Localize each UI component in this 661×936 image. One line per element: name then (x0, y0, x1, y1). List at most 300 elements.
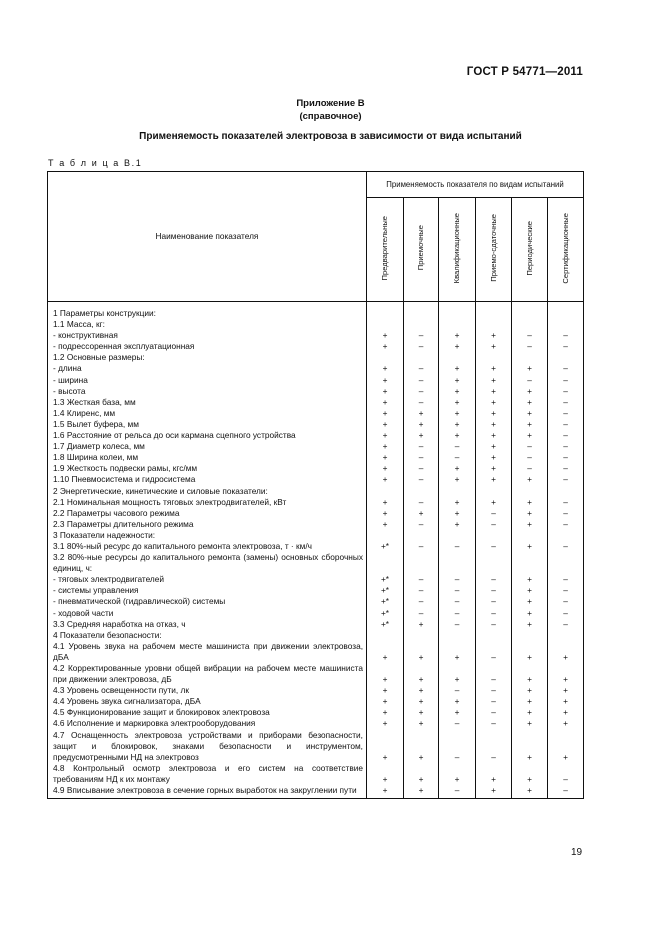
applicability-cell (548, 352, 584, 363)
applicability-cell: + (367, 519, 404, 530)
applicability-cell: +* (367, 574, 404, 585)
applicability-cell: + (404, 763, 439, 785)
applicability-cell: – (476, 696, 512, 707)
indicator-name: - тяговых электродвигателей (48, 574, 367, 585)
applicability-cell: + (476, 341, 512, 352)
applicability-cell: – (476, 608, 512, 619)
applicability-cell (512, 530, 548, 541)
standard-number: ГОСТ Р 54771—2011 (466, 66, 583, 78)
applicability-cell: – (439, 785, 476, 799)
applicability-cell: +* (367, 541, 404, 552)
applicability-cell (367, 319, 404, 330)
applicability-cell: + (404, 696, 439, 707)
table-row (48, 408, 584, 419)
table-row (48, 474, 584, 485)
indicator-name: 3.3 Средняя наработка на отказ, ч (48, 619, 367, 630)
indicator-name: 1.6 Расстояние от рельса до оси кармана сцепного устройства (48, 430, 367, 441)
appendix-note: (справочное) (299, 111, 362, 122)
applicability-cell: – (404, 363, 439, 374)
applicability-cell (367, 302, 404, 320)
applicability-cell: + (367, 763, 404, 785)
applicability-cell: – (548, 463, 584, 474)
applicability-cell: + (512, 663, 548, 685)
applicability-cell: + (404, 718, 439, 729)
applicability-cell: + (476, 330, 512, 341)
applicability-cell: – (476, 596, 512, 607)
applicability-cell: + (439, 408, 476, 419)
applicability-cell: + (367, 474, 404, 485)
applicability-cell: – (439, 608, 476, 619)
indicator-name: 4.9 Вписывание электровоза в сечение горных выработок на закруглении пути (48, 785, 367, 799)
applicability-cell: + (476, 408, 512, 419)
applicability-cell: – (476, 619, 512, 630)
applicability-cell: + (439, 474, 476, 485)
applicability-cell: – (512, 441, 548, 452)
applicability-cell (548, 630, 584, 641)
applicability-cell: + (439, 508, 476, 519)
applicability-cell: – (548, 541, 584, 552)
applicability-cell: + (404, 663, 439, 685)
applicability-cell: – (404, 608, 439, 619)
applicability-cell: + (512, 707, 548, 718)
applicability-cell (548, 530, 584, 541)
applicability-cell: – (476, 641, 512, 663)
applicability-cell (439, 302, 476, 320)
indicator-name: 1.3 Жесткая база, мм (48, 397, 367, 408)
indicator-name: 3.2 80%-ные ресурсы до капитального ремонта (замены) основных сборочных единиц, ч: (48, 552, 367, 574)
table-row (48, 685, 584, 696)
table-row (48, 397, 584, 408)
applicability-cell: + (512, 519, 548, 530)
applicability-cell (439, 552, 476, 574)
applicability-cell: – (404, 596, 439, 607)
applicability-cell: + (439, 386, 476, 397)
applicability-cell: – (476, 663, 512, 685)
applicability-cell: – (404, 375, 439, 386)
table-row (48, 319, 584, 330)
col-header-acceptance: Приемочные (404, 198, 439, 302)
applicability-cell (476, 630, 512, 641)
indicator-name: 2.1 Номинальная мощность тяговых электродвигателей, кВт (48, 497, 367, 508)
applicability-cell: + (512, 718, 548, 729)
applicability-cell (439, 352, 476, 363)
indicator-name: 2 Энергетические, кинетические и силовые показатели: (48, 486, 367, 497)
applicability-cell (512, 630, 548, 641)
indicator-name: 2.3 Параметры длительного режима (48, 519, 367, 530)
applicability-cell: – (548, 441, 584, 452)
applicability-cell: + (548, 707, 584, 718)
applicability-cell: – (548, 386, 584, 397)
applicability-cell: + (512, 608, 548, 619)
table-row (48, 541, 584, 552)
applicability-cell: – (439, 596, 476, 607)
applicability-cell: – (548, 608, 584, 619)
applicability-cell: – (404, 585, 439, 596)
applicability-cell: + (404, 785, 439, 799)
indicator-name: 4.4 Уровень звука сигнализатора, дБA (48, 696, 367, 707)
applicability-cell: – (404, 341, 439, 352)
applicability-cell: + (404, 430, 439, 441)
applicability-cell: + (367, 375, 404, 386)
applicability-cell: + (367, 397, 404, 408)
applicability-cell: – (512, 452, 548, 463)
table-row (48, 696, 584, 707)
applicability-cell: – (548, 330, 584, 341)
col-header-qualification: Квалификационные (439, 198, 476, 302)
col-header-periodic: Периодические (512, 198, 548, 302)
applicability-cell: + (404, 408, 439, 419)
indicator-name: 1.7 Диаметр колеса, мм (48, 441, 367, 452)
applicability-cell: + (476, 474, 512, 485)
table-row (48, 630, 584, 641)
indicator-name: 2.2 Параметры часового режима (48, 508, 367, 519)
applicability-cell: + (548, 685, 584, 696)
applicability-cell (404, 486, 439, 497)
applicability-cell: + (476, 419, 512, 430)
applicability-cell (367, 352, 404, 363)
applicability-cell: – (439, 574, 476, 585)
applicability-cell: + (367, 497, 404, 508)
applicability-cell (367, 630, 404, 641)
applicability-cell: – (476, 574, 512, 585)
applicability-cell: + (367, 386, 404, 397)
applicability-cell: +* (367, 585, 404, 596)
table-row (48, 608, 584, 619)
applicability-cell: + (404, 619, 439, 630)
applicability-cell: + (367, 419, 404, 430)
applicability-cell: + (512, 419, 548, 430)
applicability-cell: + (548, 663, 584, 685)
applicability-cell: – (404, 474, 439, 485)
indicator-name: 1.2 Основные размеры: (48, 352, 367, 363)
table-row (48, 430, 584, 441)
indicator-name: 4.8 Контрольный осмотр электровоза и его систем на соответствие требованиям НД к их монтажу (48, 763, 367, 785)
indicator-name: 1.9 Жесткость подвески рамы, кгс/мм (48, 463, 367, 474)
applicability-cell: + (439, 707, 476, 718)
table-row (48, 552, 584, 574)
applicability-cell: – (548, 585, 584, 596)
applicability-table (47, 171, 584, 799)
applicability-cell: + (404, 641, 439, 663)
col-header-preliminary: Предварительные (367, 198, 404, 302)
applicability-cell: + (548, 696, 584, 707)
applicability-cell: + (367, 718, 404, 729)
indicator-name: 4.6 Исполнение и маркировка электрооборудования (48, 718, 367, 729)
indicator-name: 1 Параметры конструкции: (48, 302, 367, 320)
applicability-cell: + (404, 685, 439, 696)
applicability-cell: – (548, 574, 584, 585)
applicability-cell: + (476, 452, 512, 463)
table-row (48, 419, 584, 430)
document-title: Применяемость показателей электровоза в зависимости от вида испытаний (139, 131, 522, 142)
applicability-cell: – (548, 785, 584, 799)
indicator-name: - конструктивная (48, 330, 367, 341)
applicability-cell: + (512, 585, 548, 596)
applicability-cell: + (439, 641, 476, 663)
table-label: Т а б л и ц а В.1 (48, 158, 143, 168)
applicability-cell (476, 530, 512, 541)
applicability-cell: + (439, 663, 476, 685)
name-column-header: Наименование показателя (48, 172, 367, 302)
applicability-cell: – (439, 685, 476, 696)
table-row (48, 641, 584, 663)
applicability-cell (548, 302, 584, 320)
applicability-cell: – (476, 585, 512, 596)
table-row (48, 486, 584, 497)
indicator-name: - высота (48, 386, 367, 397)
applicability-cell: + (367, 441, 404, 452)
applicability-cell: – (476, 707, 512, 718)
table-row (48, 508, 584, 519)
applicability-cell (476, 552, 512, 574)
applicability-cell: + (439, 463, 476, 474)
applicability-cell: – (512, 375, 548, 386)
applicability-cell (476, 319, 512, 330)
table-row (48, 785, 584, 799)
applicability-cell: – (404, 497, 439, 508)
applicability-cell: + (476, 363, 512, 374)
table-row (48, 375, 584, 386)
table-row (48, 574, 584, 585)
applicability-cell: + (367, 508, 404, 519)
applicability-cell (548, 486, 584, 497)
applicability-cell: + (404, 419, 439, 430)
applicability-cell: + (367, 685, 404, 696)
applicability-cell: +* (367, 596, 404, 607)
applicability-cell: – (548, 397, 584, 408)
applicability-cell: – (439, 730, 476, 763)
col-header-certification: Сертификационные (548, 198, 584, 302)
applicability-cell: – (439, 619, 476, 630)
applicability-cell: – (404, 452, 439, 463)
indicator-name: 1.8 Ширина колеи, мм (48, 452, 367, 463)
indicator-name: 4.7 Оснащенность электровоза устройствами и приборами безопасности, защит и блокировок, знаками безопасности и инструментом, предусмотренными НД на электровоз (48, 730, 367, 763)
applicability-cell: + (404, 730, 439, 763)
indicator-name: - пневматической (гидравлической) системы (48, 596, 367, 607)
applicability-cell: + (439, 497, 476, 508)
indicator-name: 1.5 Вылет буфера, мм (48, 419, 367, 430)
applicability-cell: – (548, 763, 584, 785)
applicability-cell: + (476, 497, 512, 508)
table-row (48, 452, 584, 463)
indicator-name: 4.3 Уровень освещенности пути, лк (48, 685, 367, 696)
applicability-cell: + (512, 685, 548, 696)
applicability-cell: – (404, 463, 439, 474)
applicability-cell (404, 302, 439, 320)
applicability-cell: + (439, 419, 476, 430)
applicability-cell: – (548, 363, 584, 374)
indicator-name: - ходовой части (48, 608, 367, 619)
applicability-cell: + (367, 363, 404, 374)
applicability-cell (512, 552, 548, 574)
applicability-cell: + (476, 375, 512, 386)
indicator-name: 4.1 Уровень звука на рабочем месте машиниста при движении электровоза, дБA (48, 641, 367, 663)
applicability-cell: + (476, 463, 512, 474)
applicability-cell: + (512, 596, 548, 607)
group-header: Применяемость показателя по видам испытаний (367, 172, 584, 198)
applicability-cell: – (476, 718, 512, 729)
applicability-cell: + (512, 619, 548, 630)
table-row (48, 463, 584, 474)
appendix-title: Приложение В (296, 98, 365, 109)
applicability-cell (512, 352, 548, 363)
applicability-cell (367, 552, 404, 574)
applicability-cell: + (367, 696, 404, 707)
indicator-name: 3 Показатели надежности: (48, 530, 367, 541)
applicability-cell: – (404, 397, 439, 408)
applicability-cell: + (367, 707, 404, 718)
applicability-cell: – (548, 375, 584, 386)
applicability-cell: +* (367, 619, 404, 630)
table-row (48, 386, 584, 397)
applicability-cell: + (512, 386, 548, 397)
applicability-cell: – (548, 619, 584, 630)
applicability-cell: + (439, 363, 476, 374)
applicability-cell: +* (367, 608, 404, 619)
indicator-name: 1.1 Масса, кг: (48, 319, 367, 330)
applicability-cell: – (548, 497, 584, 508)
indicator-name: - длина (48, 363, 367, 374)
applicability-cell: – (404, 386, 439, 397)
indicator-name: 4 Показатели безопасности: (48, 630, 367, 641)
applicability-cell (404, 552, 439, 574)
applicability-cell: + (512, 574, 548, 585)
applicability-cell: + (439, 696, 476, 707)
applicability-cell: + (548, 730, 584, 763)
table-row (48, 707, 584, 718)
applicability-cell: – (512, 330, 548, 341)
applicability-cell: + (512, 497, 548, 508)
applicability-cell: + (512, 763, 548, 785)
applicability-cell: + (367, 330, 404, 341)
applicability-cell: – (548, 341, 584, 352)
applicability-cell: + (367, 730, 404, 763)
applicability-cell: – (439, 585, 476, 596)
col-header-delivery: Приемо-сдаточные (476, 198, 512, 302)
table-row (48, 763, 584, 785)
applicability-cell: – (512, 341, 548, 352)
applicability-cell: – (404, 330, 439, 341)
applicability-cell: – (548, 408, 584, 419)
applicability-cell: – (476, 508, 512, 519)
applicability-cell: + (548, 718, 584, 729)
applicability-cell: + (512, 408, 548, 419)
applicability-cell (548, 319, 584, 330)
applicability-cell (404, 319, 439, 330)
applicability-cell: – (548, 419, 584, 430)
table-row (48, 519, 584, 530)
indicator-name: - ширина (48, 375, 367, 386)
applicability-cell (439, 530, 476, 541)
applicability-cell: + (512, 363, 548, 374)
applicability-cell: + (367, 785, 404, 799)
table-row (48, 441, 584, 452)
table-row (48, 530, 584, 541)
applicability-cell: + (512, 730, 548, 763)
table-row (48, 352, 584, 363)
applicability-cell: + (404, 707, 439, 718)
indicator-name: - подрессоренная эксплуатационная (48, 341, 367, 352)
table-body (48, 302, 584, 799)
applicability-cell: – (439, 718, 476, 729)
applicability-cell (439, 630, 476, 641)
applicability-cell: – (476, 541, 512, 552)
applicability-cell: + (512, 430, 548, 441)
applicability-cell (476, 302, 512, 320)
applicability-cell: + (439, 519, 476, 530)
indicator-name: 1.10 Пневмосистема и гидросистема (48, 474, 367, 485)
applicability-cell (404, 352, 439, 363)
applicability-cell: – (476, 730, 512, 763)
applicability-cell (548, 552, 584, 574)
applicability-cell: + (476, 785, 512, 799)
applicability-cell: + (476, 763, 512, 785)
indicator-name: - системы управления (48, 585, 367, 596)
applicability-cell (476, 352, 512, 363)
applicability-cell: – (404, 441, 439, 452)
applicability-cell (512, 302, 548, 320)
applicability-cell: + (512, 508, 548, 519)
table-row (48, 497, 584, 508)
applicability-cell (439, 319, 476, 330)
applicability-cell: – (548, 430, 584, 441)
appendix-heading (0, 97, 661, 123)
applicability-cell: + (512, 541, 548, 552)
table-row (48, 330, 584, 341)
applicability-cell: + (367, 663, 404, 685)
applicability-cell (476, 486, 512, 497)
applicability-cell: + (439, 430, 476, 441)
indicator-name: 1.4 Клиренс, мм (48, 408, 367, 419)
applicability-cell: – (439, 541, 476, 552)
applicability-cell (367, 530, 404, 541)
applicability-cell: – (548, 519, 584, 530)
applicability-cell: + (476, 397, 512, 408)
indicator-name: 4.2 Корректированные уровни общей вибрации на рабочем месте машиниста при движении электровоза, дБ (48, 663, 367, 685)
table-row (48, 718, 584, 729)
applicability-cell: – (548, 474, 584, 485)
applicability-cell (439, 486, 476, 497)
applicability-cell (404, 530, 439, 541)
applicability-cell: + (367, 452, 404, 463)
applicability-cell: – (476, 685, 512, 696)
applicability-cell (512, 319, 548, 330)
applicability-cell: + (367, 463, 404, 474)
applicability-cell: + (476, 430, 512, 441)
table-row (48, 596, 584, 607)
applicability-cell: – (548, 452, 584, 463)
applicability-cell: + (476, 441, 512, 452)
applicability-cell: – (439, 441, 476, 452)
applicability-cell: + (512, 696, 548, 707)
applicability-cell: + (367, 430, 404, 441)
applicability-cell: – (404, 541, 439, 552)
applicability-cell: + (367, 408, 404, 419)
applicability-cell: + (404, 508, 439, 519)
applicability-cell: + (367, 641, 404, 663)
applicability-cell: – (548, 508, 584, 519)
applicability-cell: + (439, 330, 476, 341)
table-row (48, 585, 584, 596)
applicability-cell: + (512, 397, 548, 408)
table-row (48, 363, 584, 374)
applicability-cell: – (512, 463, 548, 474)
indicator-name: 4.5 Функционирование защит и блокировок электровоза (48, 707, 367, 718)
applicability-cell: + (476, 386, 512, 397)
table-row (48, 730, 584, 763)
applicability-cell: + (512, 785, 548, 799)
indicator-name: 3.1 80%-ный ресурс до капитального ремонта электровоза, т · км/ч (48, 541, 367, 552)
